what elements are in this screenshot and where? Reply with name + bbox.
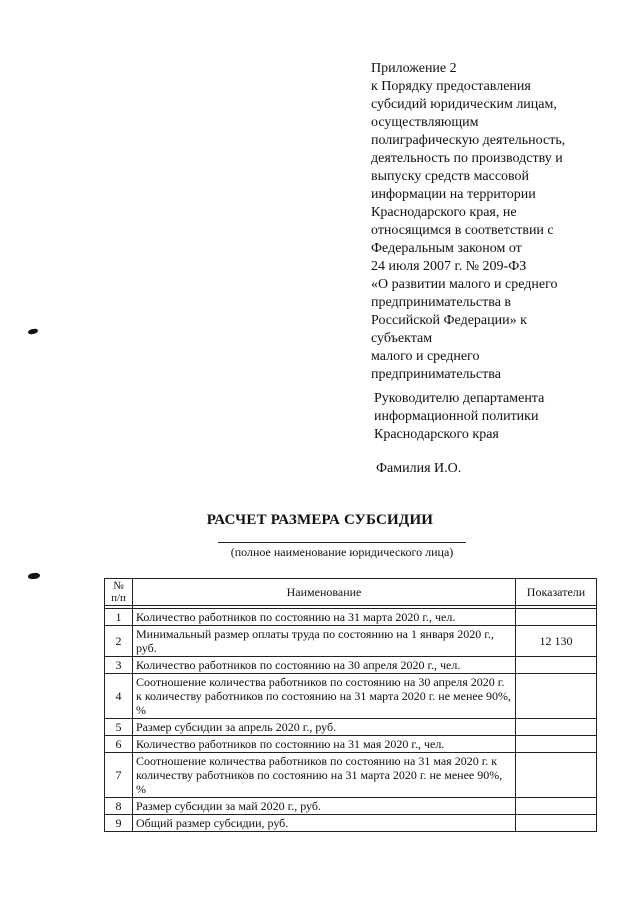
table-row [105,753,597,798]
row-name: Размер субсидии за апрель 2020 г., руб. [133,719,516,736]
appendix-block [371,60,633,384]
addressee-line: Краснодарского края [374,427,499,442]
appendix-line: Российской Федерации» к [371,313,527,328]
row-value [516,609,597,626]
header-number: № п/п [105,579,133,606]
scan-mark [28,328,39,335]
addressee-line: Руководителю департамента [374,391,545,406]
appendix-line: Краснодарского края, не [371,205,517,220]
row-number: 3 [105,657,133,674]
row-value [516,798,597,815]
row-number: 9 [105,815,133,832]
appendix-line: субсидий юридическим лицам, [371,97,557,112]
row-name: Количество работников по состоянию на 31 марта 2020 г., чел. [133,609,516,626]
row-name: Количество работников по состоянию на 30 апреля 2020 г., чел. [133,657,516,674]
addressee-block [374,390,636,444]
appendix-line: Федеральным законом от [371,241,522,256]
table-row [105,736,597,753]
header-value: Показатели [516,579,597,606]
organization-name-caption: (полное наименование юридического лица) [230,545,454,559]
row-value [516,753,597,798]
table-row [105,609,597,626]
row-name: Общий размер субсидии, руб. [133,815,516,832]
row-value [516,657,597,674]
row-value: 12 130 [516,626,597,657]
appendix-line: субъектам [371,331,433,346]
row-name: Минимальный размер оплаты труда по состоянию на 1 января 2020 г., руб. [133,626,516,657]
appendix-line: предпринимательства [371,367,501,382]
appendix-line: информации на территории [371,187,536,202]
appendix-line: к Порядку предоставления [371,79,531,94]
document-title: РАСЧЕТ РАЗМЕРА СУБСИДИИ [206,512,434,528]
signer-name: Фамилия И.О. [376,461,462,476]
table-row [105,626,597,657]
scan-mark [28,572,41,580]
row-name: Количество работников по состоянию на 31 мая 2020 г., чел. [133,736,516,753]
row-number: 2 [105,626,133,657]
row-number: 1 [105,609,133,626]
appendix-line: 24 июля 2007 г. № 209-ФЗ [371,259,527,274]
appendix-line: деятельность по производству и [371,151,563,166]
organization-name-line [218,542,466,543]
table-row [105,657,597,674]
appendix-line: полиграфическую деятельность, [371,133,566,148]
row-value [516,736,597,753]
subsidy-calculation-table [104,578,597,832]
row-value [516,719,597,736]
addressee-line: информационной политики [374,409,539,424]
table-row [105,719,597,736]
table-header-row [105,579,597,606]
appendix-line: малого и среднего [371,349,480,364]
table-row [105,674,597,719]
appendix-line: выпуску средств массовой [371,169,530,184]
appendix-line: осуществляющим [371,115,479,130]
row-number: 4 [105,674,133,719]
row-number: 7 [105,753,133,798]
table-row [105,815,597,832]
appendix-line: относящимся в соответствии с [371,223,554,238]
row-name: Соотношение количества работников по состоянию на 31 мая 2020 г. к количеству работников по состоянию на 31 марта 2020 г. не менее 90%, % [133,753,516,798]
appendix-line: «О развитии малого и среднего [371,277,558,292]
appendix-line: предпринимательства в [371,295,512,310]
row-value [516,674,597,719]
table-row [105,798,597,815]
row-number: 5 [105,719,133,736]
row-number: 6 [105,736,133,753]
row-name: Размер субсидии за май 2020 г., руб. [133,798,516,815]
appendix-line: Приложение 2 [371,61,457,76]
header-name: Наименование [133,579,516,606]
row-number: 8 [105,798,133,815]
row-name: Соотношение количества работников по состоянию на 30 апреля 2020 г. к количеству работников по состоянию на 31 марта 2020 г. не менее 90%, % [133,674,516,719]
row-value [516,815,597,832]
